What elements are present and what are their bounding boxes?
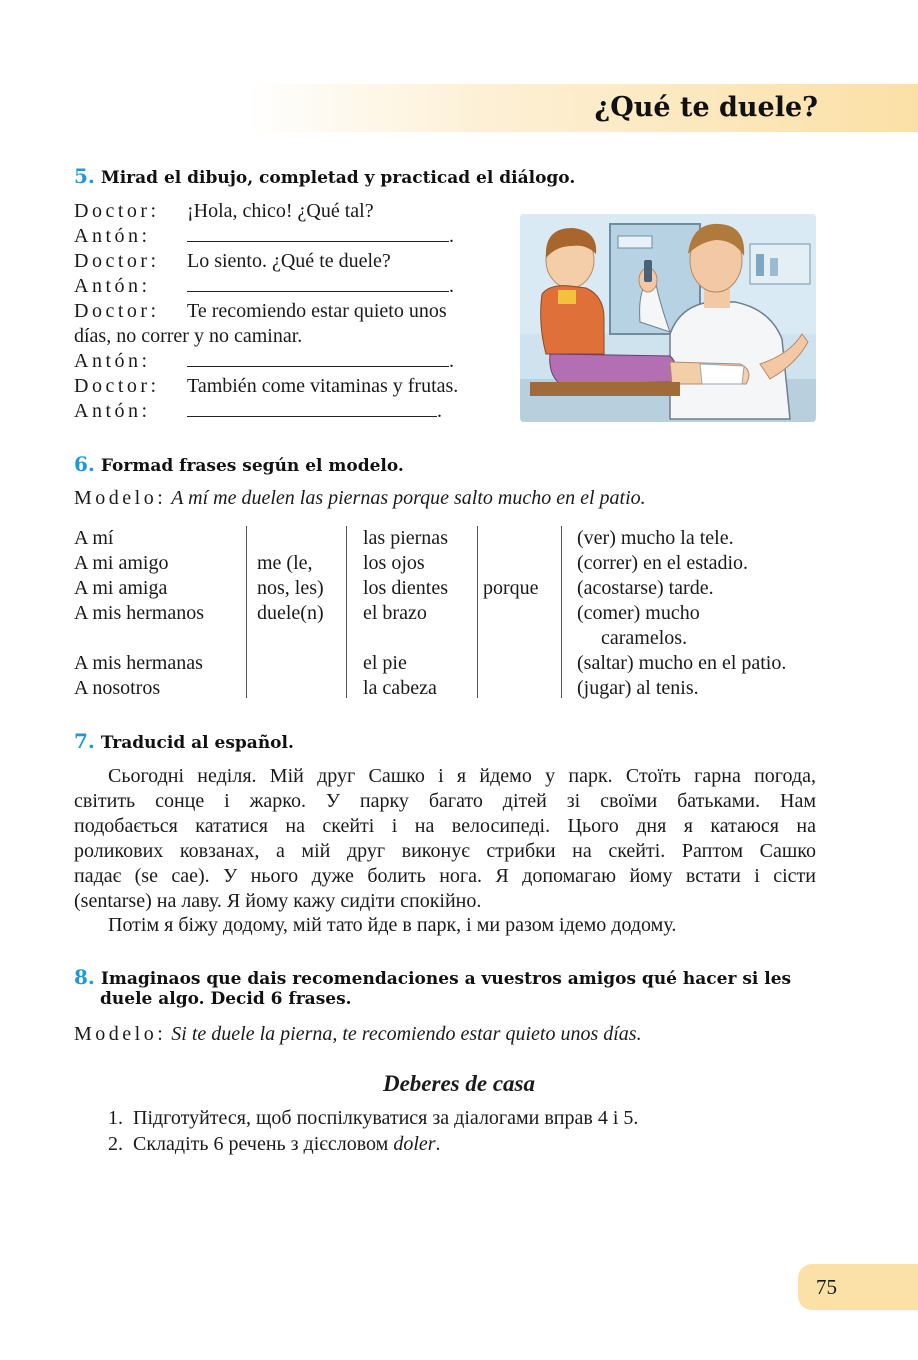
homework-item-text: Підготуйтеся, щоб поспілкуватися за діалогами вправ 4 і 5. — [133, 1107, 639, 1129]
exercise-instruction: Mirad el dibujo, completad y practicad el diálogo. — [100, 168, 576, 188]
homework-item-end: . — [435, 1133, 441, 1155]
homework-item-2 — [108, 1133, 441, 1156]
exercise-number: 8. — [74, 965, 95, 989]
dialog-speaker: Doctor: — [74, 200, 160, 222]
dialog-line: días, no correr y no caminar. — [74, 325, 303, 347]
paragraph-line: Сьогодні неділя. Мій друг Сашко і я йдемо у парк. Стоїть гарна погода, — [108, 765, 816, 787]
paragraph-line: падає (se cae). У нього дуже болить нога. Я допомагаю йому встати і сісти — [74, 865, 816, 887]
table-cell: las piernas — [363, 527, 448, 549]
table-cell: el pie — [363, 652, 407, 674]
table-cell: nos, les) — [257, 577, 324, 599]
table-cell: duele(n) — [257, 602, 324, 624]
exercise-number: 7. — [74, 729, 95, 753]
table-cell: (correr) en el estadio. — [577, 552, 749, 574]
homework-title: Deberes de casa — [382, 1071, 535, 1096]
table-cell: el brazo — [363, 602, 427, 624]
table-col-pronoun — [257, 526, 324, 701]
table-cell — [257, 626, 324, 651]
dialog-answer-blank — [187, 350, 454, 373]
table-cell — [483, 551, 539, 576]
exercise-6-heading — [74, 452, 404, 476]
answer-line — [187, 352, 449, 367]
table-divider — [561, 526, 562, 698]
answer-end: . — [449, 350, 454, 372]
table-cell: A mis hermanas — [74, 652, 203, 674]
table-cell: porque — [483, 577, 539, 599]
table-cell: caramelos. — [601, 627, 688, 649]
doctor-boy-illustration — [520, 214, 816, 422]
answer-line — [187, 277, 449, 292]
exercise-number: 6. — [74, 452, 95, 476]
answer-end: . — [449, 275, 454, 297]
table-divider — [246, 526, 247, 698]
homework-item-1 — [108, 1107, 638, 1130]
dialog-speaker: Doctor: — [74, 250, 160, 272]
table-cell — [483, 676, 539, 701]
dialog-speaker: Doctor: — [74, 300, 160, 322]
dialog-line: Te recomiendo estar quieto unos — [187, 300, 447, 322]
table-cell: A mi amiga — [74, 577, 168, 599]
table-cell — [363, 626, 448, 651]
model-text: A mí me duelen las piernas porque salto mucho en el patio. — [171, 487, 646, 509]
table-divider — [477, 526, 478, 698]
dialog-speaker: Doctor: — [74, 375, 160, 397]
homework-item-number: 2. — [108, 1133, 123, 1155]
table-col-subject — [74, 526, 204, 701]
exercise-instruction: Imaginaos que dais recomendaciones a vuestros amigos qué hacer si les — [100, 969, 792, 989]
exercise-7-heading — [74, 729, 294, 753]
answer-end: . — [437, 400, 442, 422]
dialog-line: También come vitaminas y frutas. — [187, 375, 459, 397]
model-label: Modelo: — [74, 487, 167, 509]
table-cell: (saltar) mucho en el patio. — [577, 652, 787, 674]
dialog-speaker: Antón: — [74, 400, 151, 422]
paragraph-line: роликових ковзанах, а мій друг виконує стрибки на скейті. Раптом Сашко — [74, 840, 816, 862]
table-cell — [257, 526, 324, 551]
model-text: Si te duele la pierna, te recomiendo estar quieto unos días. — [171, 1023, 642, 1045]
table-cell: los dientes — [363, 577, 448, 599]
table-cell: (acostarse) tarde. — [577, 577, 714, 599]
paragraph-line: світить сонце і жарко. У парку багато дітей зі своїми батьками. Нам — [74, 790, 816, 812]
table-cell: A mi amigo — [74, 552, 169, 574]
table-cell — [74, 626, 204, 651]
dialog-line: ¡Hola, chico! ¿Qué tal? — [187, 200, 374, 222]
exercise-8-model — [74, 1023, 642, 1046]
table-cell — [483, 526, 539, 551]
homework-item-em: doler — [393, 1133, 436, 1155]
table-col-body-part — [363, 526, 448, 701]
table-cell: los ojos — [363, 552, 425, 574]
page-number: 75 — [816, 1275, 837, 1299]
exercise-7-paragraph — [74, 764, 816, 914]
table-cell: A nosotros — [74, 677, 161, 699]
exercise-5-heading — [74, 164, 575, 188]
table-cell: A mis hermanos — [74, 602, 204, 624]
dialog-speaker: Antón: — [74, 350, 151, 372]
table-cell: (comer) mucho — [577, 602, 700, 624]
table-cell — [483, 601, 539, 626]
table-cell — [257, 651, 324, 676]
homework-item-number: 1. — [108, 1107, 123, 1129]
dialog-line: Lo siento. ¿Qué te duele? — [187, 250, 391, 272]
table-cell: (jugar) al tenis. — [577, 677, 699, 699]
exercise-number: 5. — [74, 164, 95, 188]
model-label: Modelo: — [74, 1023, 167, 1045]
table-divider — [346, 526, 347, 698]
table-col-porque — [483, 526, 539, 701]
answer-end: . — [449, 225, 454, 247]
table-cell — [483, 651, 539, 676]
dialog-speaker: Antón: — [74, 275, 151, 297]
paragraph-line: подобається кататися на скейті і на велосипеді. Цього дня я катаюся на — [74, 815, 816, 837]
table-cell: (ver) mucho la tele. — [577, 527, 734, 549]
table-cell: A mí — [74, 527, 114, 549]
table-cell — [483, 626, 539, 651]
answer-line — [187, 402, 437, 417]
table-cell: la cabeza — [363, 677, 437, 699]
exercise-instruction: Traducid al español. — [100, 733, 294, 753]
table-cell: me (le, — [257, 552, 313, 574]
exercise-8-heading — [74, 965, 791, 989]
dialog-answer-blank — [187, 225, 454, 248]
exercise-8-heading-line2: duele algo. Decid 6 frases. — [100, 989, 352, 1009]
table-col-reason — [577, 526, 786, 701]
answer-line — [187, 227, 449, 242]
exercise-6-model — [74, 487, 646, 510]
page-title: ¿Qué te duele? — [594, 92, 818, 123]
dialog-answer-blank — [187, 275, 454, 298]
dialog-answer-blank — [187, 400, 442, 423]
homework-item-text: Складіть 6 речень з дієсловом — [133, 1133, 394, 1155]
dialog-speaker: Antón: — [74, 225, 151, 247]
paragraph-line: (sentarse) на лаву. Я йому кажу сидіти спокійно. — [74, 890, 482, 912]
table-cell — [257, 676, 324, 701]
exercise-instruction: Formad frases según el modelo. — [100, 456, 404, 476]
exercise-7-paragraph-2: Потім я біжу додому, мій тато йде в парк, і ми разом ідемо додому. — [108, 914, 677, 936]
